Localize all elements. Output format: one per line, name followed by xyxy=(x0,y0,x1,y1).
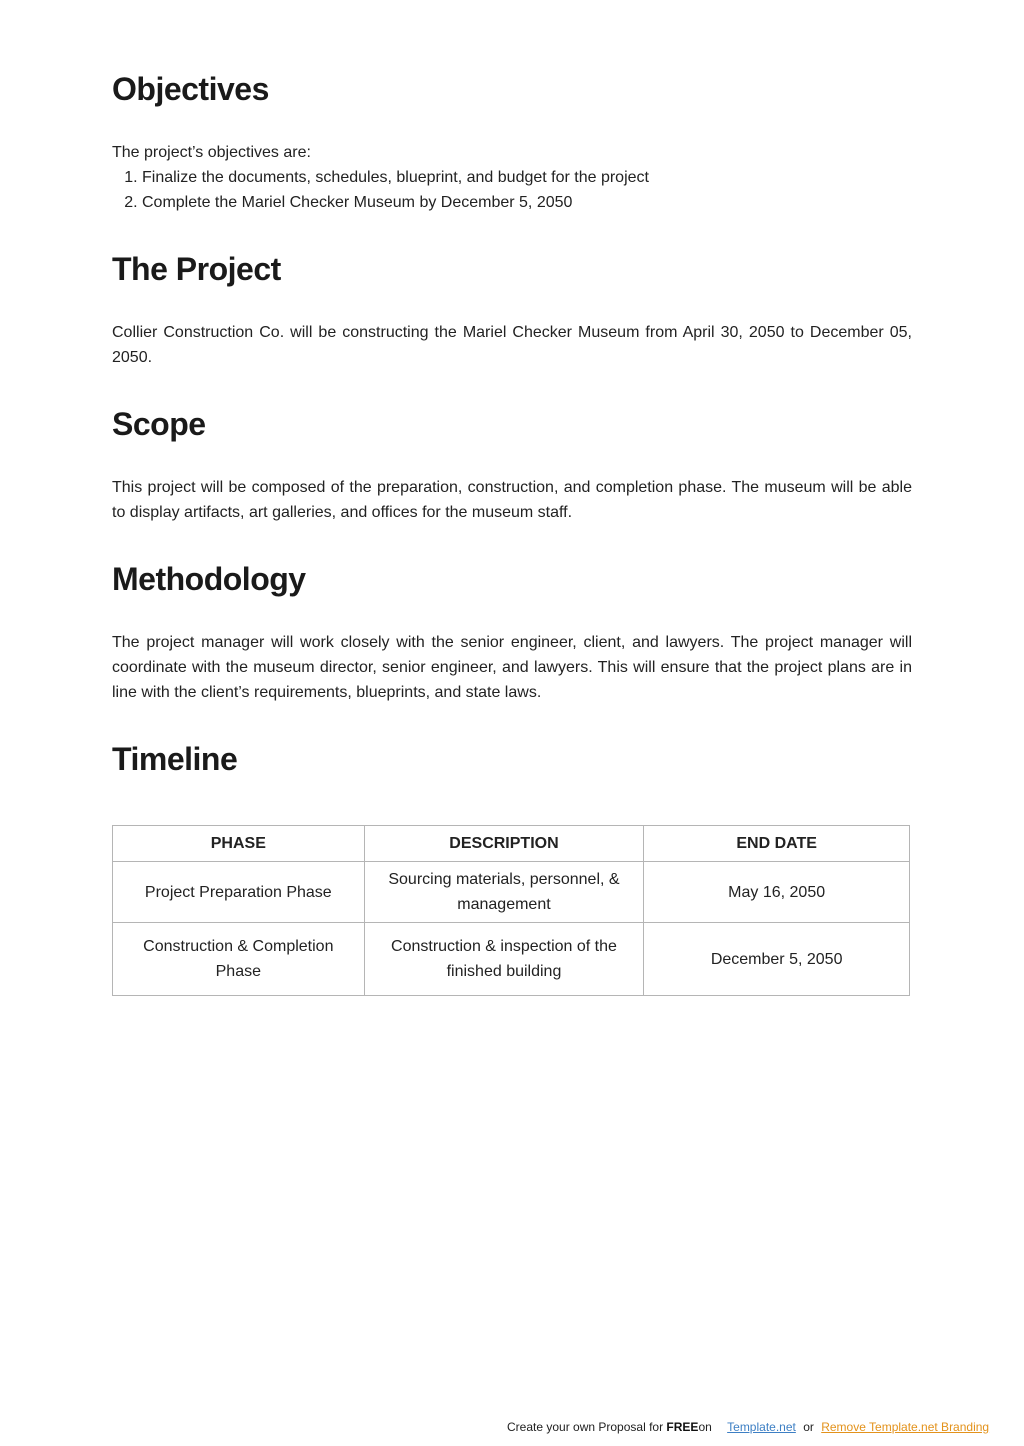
project-body: Collier Construction Co. will be constructing the Mariel Checker Museum from April 30, 2050 to December 05, 2050. xyxy=(112,324,912,366)
objectives-list-item: 1. Finalize the documents, schedules, blueprint, and budget for the project xyxy=(142,165,912,190)
scope-body: This project will be composed of the preparation, construction, and completion phase. The museum will be able to display artifacts, art galleries, and offices for the museum staff. xyxy=(112,479,912,521)
timeline-heading: Timeline xyxy=(112,741,238,777)
table-row xyxy=(113,862,910,923)
footer-or: or xyxy=(803,1420,814,1434)
table-cell-phase: Project Preparation Phase xyxy=(113,862,365,923)
table-cell-description: Sourcing materials, personnel, & management xyxy=(364,862,644,923)
branding-footer xyxy=(507,1419,989,1435)
table-header-row xyxy=(113,826,910,862)
footer-prefix: Create your own Proposal for xyxy=(507,1420,664,1434)
objectives-section xyxy=(112,140,912,215)
objectives-list-item: 2. Complete the Mariel Checker Museum by December 5, 2050 xyxy=(142,190,912,215)
project-section xyxy=(112,320,912,370)
project-heading: The Project xyxy=(112,251,281,287)
objectives-list xyxy=(112,165,912,215)
table-cell-phase: Construction & Completion Phase xyxy=(113,923,365,996)
table-row xyxy=(113,923,910,996)
template-net-link[interactable]: Template.net xyxy=(727,1420,796,1434)
table-header-phase: PHASE xyxy=(113,826,365,862)
scope-section xyxy=(112,475,912,525)
table-cell-end-date: May 16, 2050 xyxy=(644,862,910,923)
objectives-heading: Objectives xyxy=(112,71,269,107)
table-cell-end-date: December 5, 2050 xyxy=(644,923,910,996)
table-cell-description: Construction & inspection of the finished building xyxy=(364,923,644,996)
footer-on: on xyxy=(698,1420,712,1434)
table-header-end-date: END DATE xyxy=(644,826,910,862)
objectives-intro: The project’s objectives are: xyxy=(112,144,311,161)
footer-free: FREE xyxy=(666,1420,699,1434)
scope-heading: Scope xyxy=(112,406,206,442)
table-header-description: DESCRIPTION xyxy=(364,826,644,862)
remove-branding-link[interactable]: Remove Template.net Branding xyxy=(821,1420,990,1434)
methodology-section xyxy=(112,630,912,705)
methodology-heading: Methodology xyxy=(112,561,306,597)
methodology-body: The project manager will work closely with the senior engineer, client, and lawyers. The project manager will coordinate with the museum director, senior engineer, and lawyers. This will ensure that the project plans are in line with the client’s requirements, blueprints, and state laws. xyxy=(112,634,912,701)
timeline-table xyxy=(112,825,910,996)
